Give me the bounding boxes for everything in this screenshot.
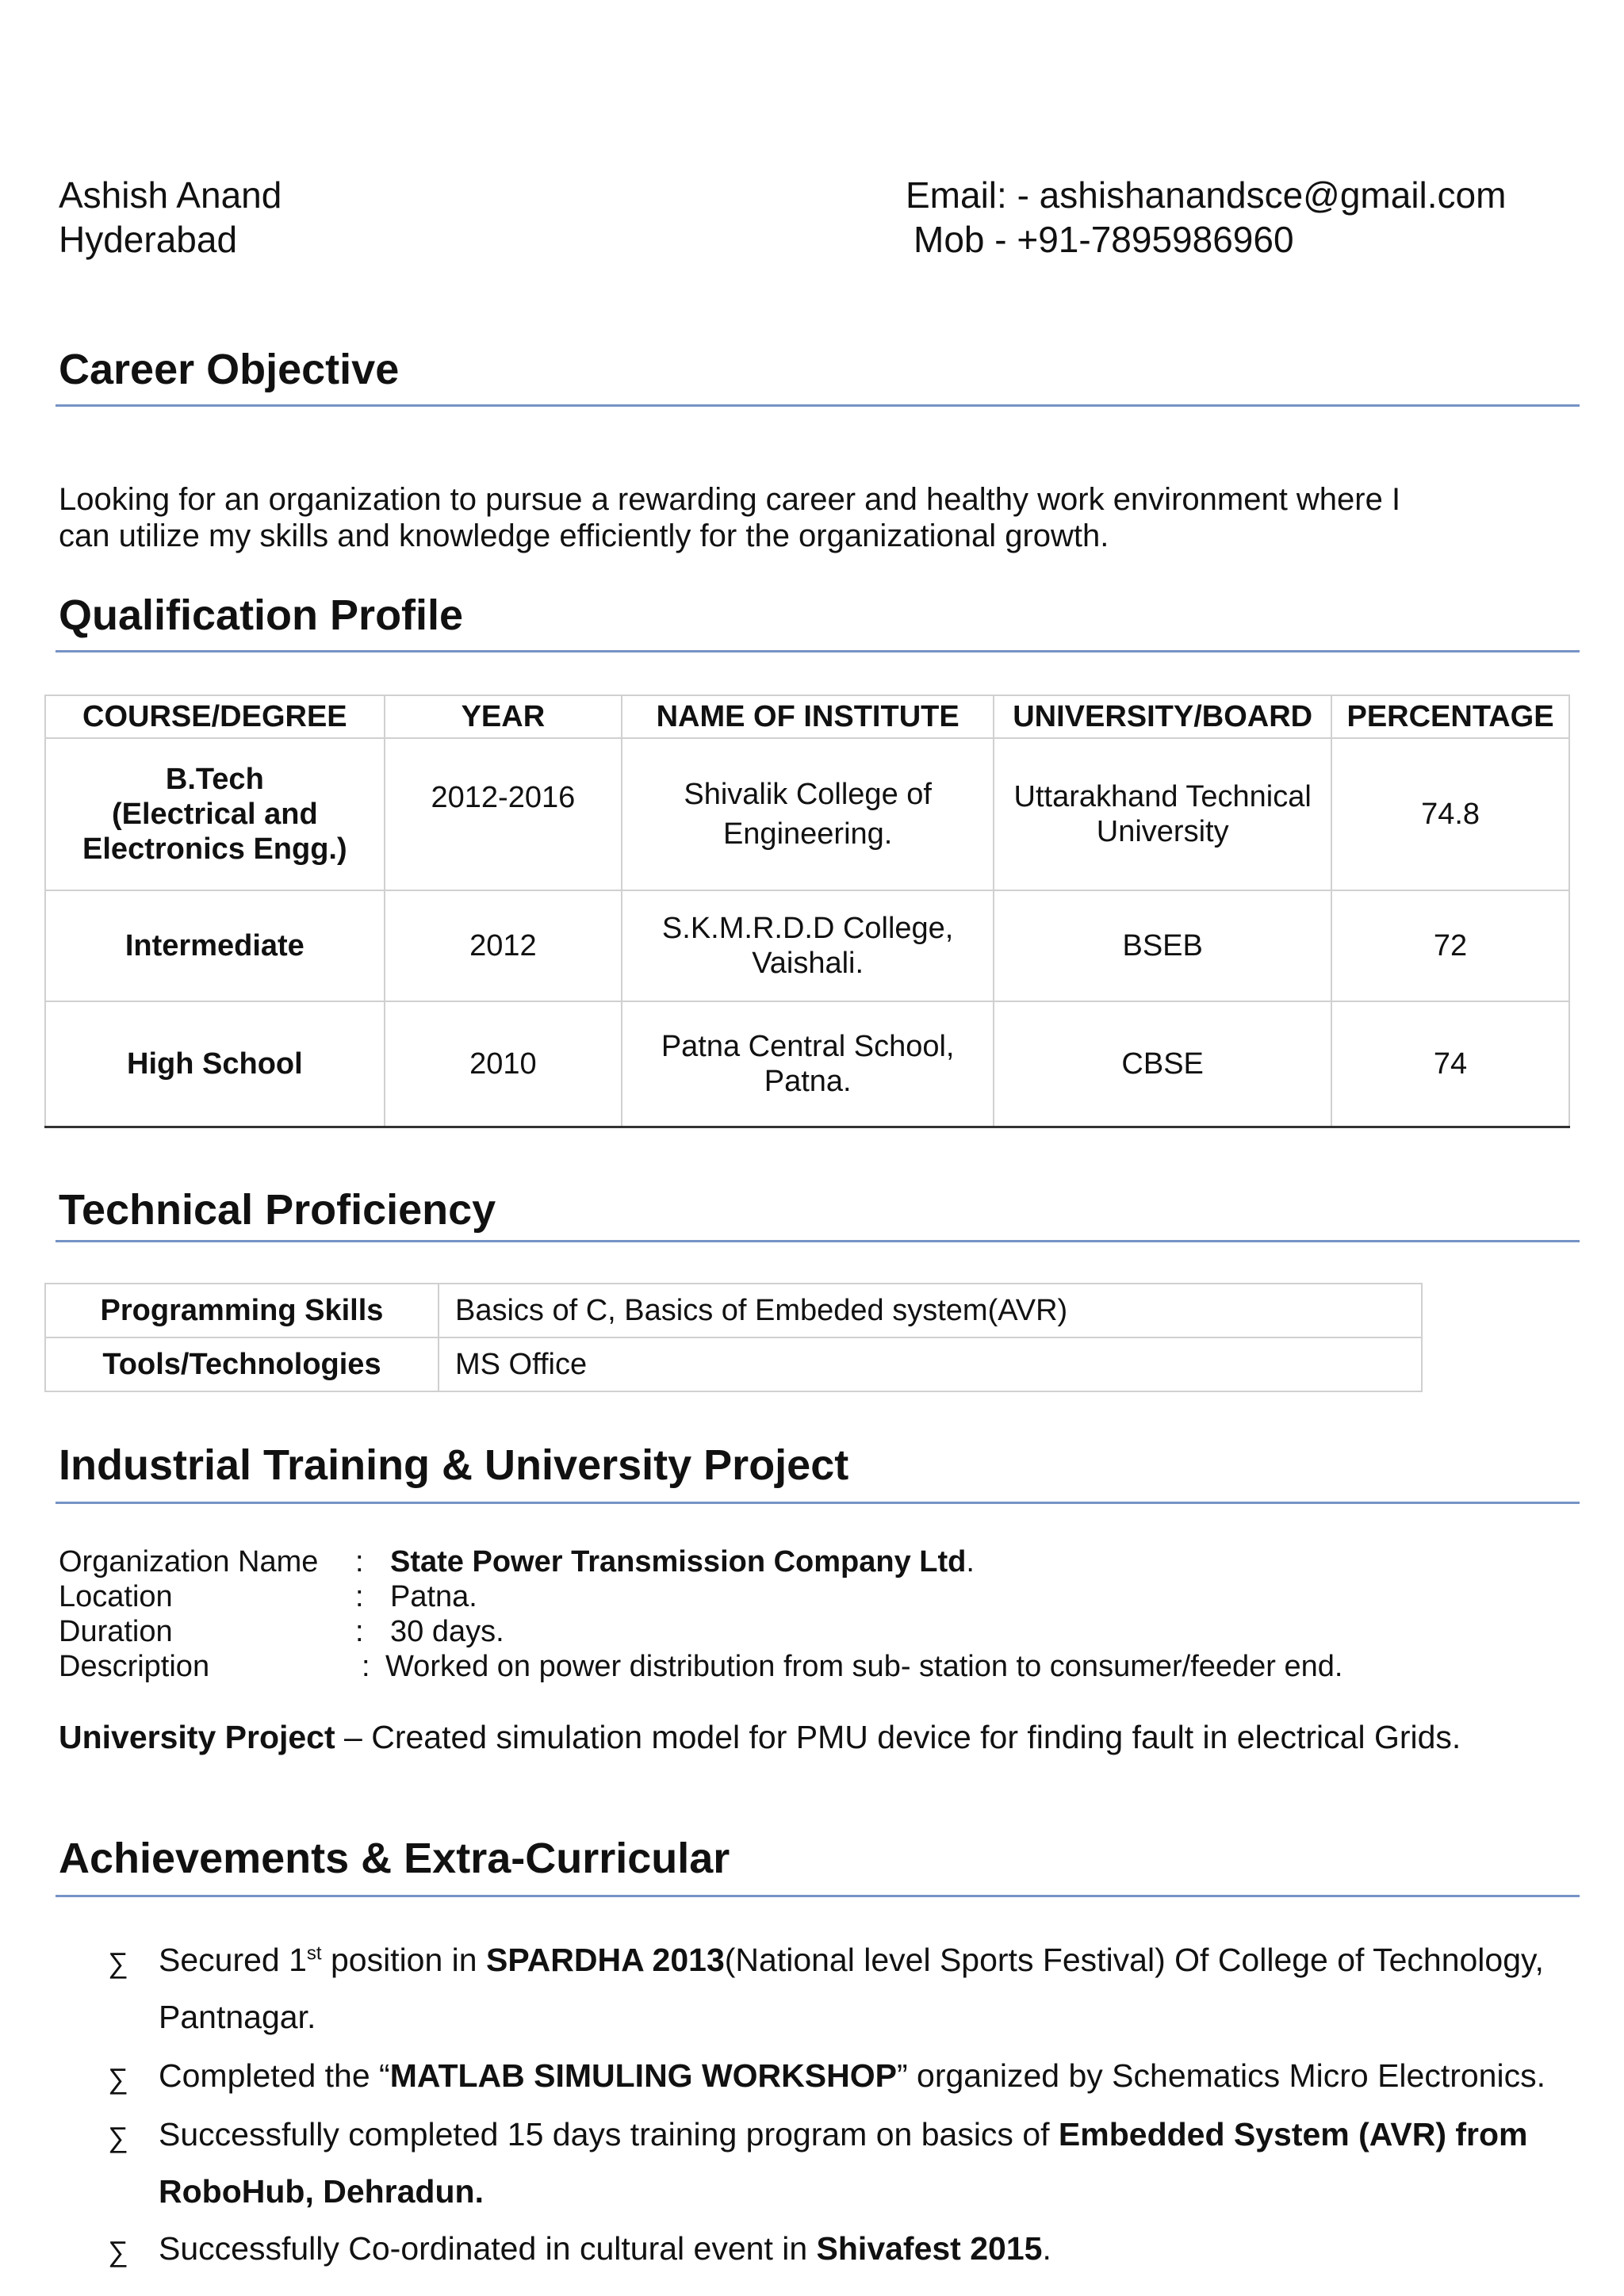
year-cell: 2010 xyxy=(385,1001,622,1127)
year-cell: 2012-2016 xyxy=(385,738,622,890)
percentage-cell: 74.8 xyxy=(1331,738,1569,890)
duration-label: Duration xyxy=(59,1615,173,1648)
achievement-part: Secured 1 xyxy=(159,1942,307,1978)
table-header-row xyxy=(45,695,1569,738)
section-divider xyxy=(56,1240,1580,1242)
org-sep: : xyxy=(355,1545,364,1578)
institute-cell xyxy=(622,738,994,890)
description-sep: : xyxy=(362,1650,370,1683)
sigma-bullet-icon: ∑ xyxy=(108,2062,128,2095)
org-tail: . xyxy=(966,1545,975,1578)
table-row xyxy=(45,1337,1422,1391)
location-sep: : xyxy=(355,1580,364,1613)
institute-line: Vaishali. xyxy=(752,947,864,980)
achievement-text xyxy=(159,2220,1624,2277)
achievement-text xyxy=(159,2047,1624,2104)
career-objective-title: Career Objective xyxy=(59,346,400,393)
university-line: Uttarakhand Technical xyxy=(1013,780,1312,813)
achievement-part: (National level Sports Festival) Of College of Technology, xyxy=(724,1942,1544,1978)
project-text: – Created simulation model for PMU device for finding fault in electrical Grids. xyxy=(335,1719,1461,1755)
institute-line: S.K.M.R.D.D College, xyxy=(661,912,954,945)
candidate-mobile: Mob - +91-7895986960 xyxy=(914,219,1294,260)
sigma-bullet-icon: ∑ xyxy=(108,2121,128,2153)
course-line: (Electrical and xyxy=(111,798,318,831)
year-cell: 2012 xyxy=(385,890,622,1001)
technical-title: Technical Proficiency xyxy=(59,1186,496,1234)
header-university: UNIVERSITY/BOARD xyxy=(994,695,1331,738)
project-label: University Project xyxy=(59,1719,335,1755)
university-cell: CBSE xyxy=(994,1001,1331,1127)
institute-cell xyxy=(622,1001,994,1127)
table-row xyxy=(45,890,1569,1001)
skill-value: Basics of C, Basics of Embeded system(AVR) xyxy=(439,1284,1422,1337)
table-row xyxy=(45,738,1569,890)
section-divider xyxy=(56,650,1580,652)
duration-sep: : xyxy=(355,1615,364,1648)
qualification-title: Qualification Profile xyxy=(59,591,464,639)
university-project xyxy=(59,1717,1461,1757)
achievement-sup: st xyxy=(306,1942,322,1965)
section-divider xyxy=(56,404,1580,407)
institute-cell xyxy=(622,890,994,1001)
section-divider xyxy=(56,1502,1580,1504)
achievement-part: . xyxy=(1042,2230,1051,2267)
header-year: YEAR xyxy=(385,695,622,738)
sigma-bullet-icon: ∑ xyxy=(108,1946,128,1979)
candidate-name: Ashish Anand xyxy=(59,174,282,216)
skill-value: MS Office xyxy=(439,1337,1422,1391)
qualification-table xyxy=(44,695,1570,1128)
achievement-part: Successfully completed 15 days training program on basics of xyxy=(159,2116,1059,2152)
course-line: Electronics Engg.) xyxy=(82,832,347,866)
achievement-part: ” organized by Schematics Micro Electronics. xyxy=(896,2057,1545,2094)
achievement-text xyxy=(159,1931,1624,2045)
percentage-cell: 72 xyxy=(1331,890,1569,1001)
org-label: Organization Name xyxy=(59,1545,319,1578)
org-value xyxy=(390,1544,975,1579)
achievement-part: Pantnagar. xyxy=(159,1999,316,2035)
achievement-bold: SPARDHA 2013 xyxy=(485,1942,725,1978)
description-label: Description xyxy=(59,1650,210,1683)
objective-line-2: can utilize my skills and knowledge efficiently for the organizational growth. xyxy=(59,519,1109,553)
achievement-part: Successfully Co-ordinated in cultural event in xyxy=(159,2230,817,2267)
course-line: B.Tech xyxy=(165,763,264,796)
duration-value: 30 days. xyxy=(390,1615,504,1648)
achievement-part: Completed the “ xyxy=(159,2057,390,2094)
university-cell xyxy=(994,738,1331,890)
institute-line: Patna Central School, xyxy=(661,1029,955,1063)
header-course: COURSE/DEGREE xyxy=(45,695,385,738)
skill-key: Programming Skills xyxy=(45,1284,439,1337)
sigma-bullet-icon: ∑ xyxy=(108,2235,128,2267)
achievement-text xyxy=(159,2106,1624,2220)
achievement-bold: MATLAB SIMULING WORKSHOP xyxy=(389,2057,897,2094)
institute-line: Patna. xyxy=(764,1064,852,1098)
header-institute: NAME OF INSTITUTE xyxy=(622,695,994,738)
course-cell xyxy=(45,738,385,890)
candidate-email: Email: - ashishanandsce@gmail.com xyxy=(906,174,1507,216)
skill-key: Tools/Technologies xyxy=(45,1337,439,1391)
section-divider xyxy=(56,1895,1580,1897)
org-name: State Power Transmission Company Ltd xyxy=(390,1545,967,1578)
description-value: Worked on power distribution from sub- station to consumer/feeder end. xyxy=(385,1650,1343,1683)
achievement-part: position in xyxy=(321,1942,486,1978)
table-row xyxy=(45,1001,1569,1127)
objective-line-1: Looking for an organization to pursue a rewarding career and healthy work environment where I xyxy=(59,482,1401,517)
university-line: University xyxy=(1096,815,1229,848)
achievement-bold: RoboHub, Dehradun. xyxy=(159,2173,484,2210)
header-percentage: PERCENTAGE xyxy=(1331,695,1569,738)
achievement-bold: Embedded System (AVR) from xyxy=(1058,2116,1528,2152)
percentage-cell: 74 xyxy=(1331,1001,1569,1127)
candidate-city: Hyderabad xyxy=(59,219,238,260)
table-row xyxy=(45,1284,1422,1337)
university-cell: BSEB xyxy=(994,890,1331,1001)
location-label: Location xyxy=(59,1580,173,1613)
technical-table xyxy=(44,1283,1423,1392)
location-value: Patna. xyxy=(390,1580,477,1613)
training-title: Industrial Training & University Project xyxy=(59,1441,849,1489)
achievement-bold: Shivafest 2015 xyxy=(816,2230,1043,2267)
institute-line: Shivalik College of xyxy=(684,778,932,811)
institute-line: Engineering. xyxy=(722,817,893,851)
course-cell: High School xyxy=(45,1001,385,1127)
course-cell: Intermediate xyxy=(45,890,385,1001)
achievements-title: Achievements & Extra-Curricular xyxy=(59,1835,730,1882)
